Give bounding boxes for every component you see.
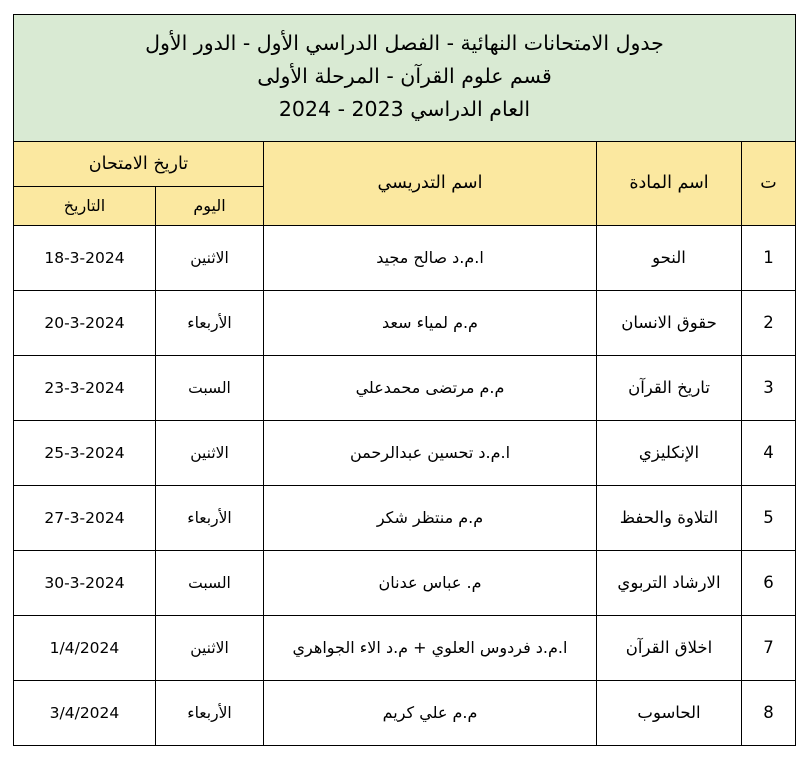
row-teacher: م. عباس عدنان xyxy=(264,550,597,615)
row-day: الاثنين xyxy=(156,615,264,680)
row-subject: الإنكليزي xyxy=(597,420,742,485)
row-subject: النحو xyxy=(597,225,742,290)
table-row xyxy=(13,355,795,420)
header-day: اليوم xyxy=(156,186,264,225)
row-date: 25-3-2024 xyxy=(13,420,155,485)
row-date: 23-3-2024 xyxy=(13,355,155,420)
title-line-2: قسم علوم القرآن - المرحلة الأولى xyxy=(257,64,552,89)
row-index: 8 xyxy=(742,680,796,745)
row-teacher: ا.م.د صالح مجيد xyxy=(264,225,597,290)
row-index: 3 xyxy=(742,355,796,420)
row-index: 1 xyxy=(742,225,796,290)
header-date: التاريخ xyxy=(13,186,155,225)
row-date: 20-3-2024 xyxy=(13,290,155,355)
table-row xyxy=(13,680,795,745)
row-date: 30-3-2024 xyxy=(13,550,155,615)
header-subject: اسم المادة xyxy=(597,141,742,225)
table-row xyxy=(13,225,795,290)
row-teacher: م.م لمياء سعد xyxy=(264,290,597,355)
row-teacher: م.م علي كريم xyxy=(264,680,597,745)
row-subject: حقوق الانسان xyxy=(597,290,742,355)
row-day: السبت xyxy=(156,355,264,420)
title-row xyxy=(13,15,795,142)
row-subject: اخلاق القرآن xyxy=(597,615,742,680)
table-row xyxy=(13,290,795,355)
row-subject: تاريخ القرآن xyxy=(597,355,742,420)
row-date: 3/4/2024 xyxy=(13,680,155,745)
table-row xyxy=(13,615,795,680)
table-row xyxy=(13,550,795,615)
row-subject: الارشاد التربوي xyxy=(597,550,742,615)
row-teacher: ا.م.د فردوس العلوي + م.د الاء الجواهري xyxy=(264,615,597,680)
table-row xyxy=(13,485,795,550)
row-index: 2 xyxy=(742,290,796,355)
exam-schedule-table xyxy=(13,14,796,746)
row-date: 18-3-2024 xyxy=(13,225,155,290)
header-exam-date-group: تاريخ الامتحان xyxy=(13,141,263,186)
row-index: 4 xyxy=(742,420,796,485)
row-teacher: ا.م.د تحسين عبدالرحمن xyxy=(264,420,597,485)
row-day: الاثنين xyxy=(156,420,264,485)
row-day: الأربعاء xyxy=(156,290,264,355)
row-date: 27-3-2024 xyxy=(13,485,155,550)
row-index: 5 xyxy=(742,485,796,550)
row-subject: الحاسوب xyxy=(597,680,742,745)
row-subject: التلاوة والحفظ xyxy=(597,485,742,550)
header-teacher: اسم التدريسي xyxy=(264,141,597,225)
row-date: 1/4/2024 xyxy=(13,615,155,680)
row-teacher: م.م منتظر شكر xyxy=(264,485,597,550)
row-teacher: م.م مرتضى محمدعلي xyxy=(264,355,597,420)
row-day: الأربعاء xyxy=(156,680,264,745)
table-row xyxy=(13,420,795,485)
document-title xyxy=(13,15,795,142)
row-index: 7 xyxy=(742,615,796,680)
row-day: الاثنين xyxy=(156,225,264,290)
row-day: الأربعاء xyxy=(156,485,264,550)
title-line-1: جدول الامتحانات النهائية - الفصل الدراسي الأول - الدور الأول xyxy=(145,31,664,55)
title-line-3: العام الدراسي 2023 - 2024 xyxy=(278,97,531,122)
row-day: السبت xyxy=(156,550,264,615)
header-index: ت xyxy=(742,141,796,225)
row-index: 6 xyxy=(742,550,796,615)
header-row-top xyxy=(13,141,795,186)
